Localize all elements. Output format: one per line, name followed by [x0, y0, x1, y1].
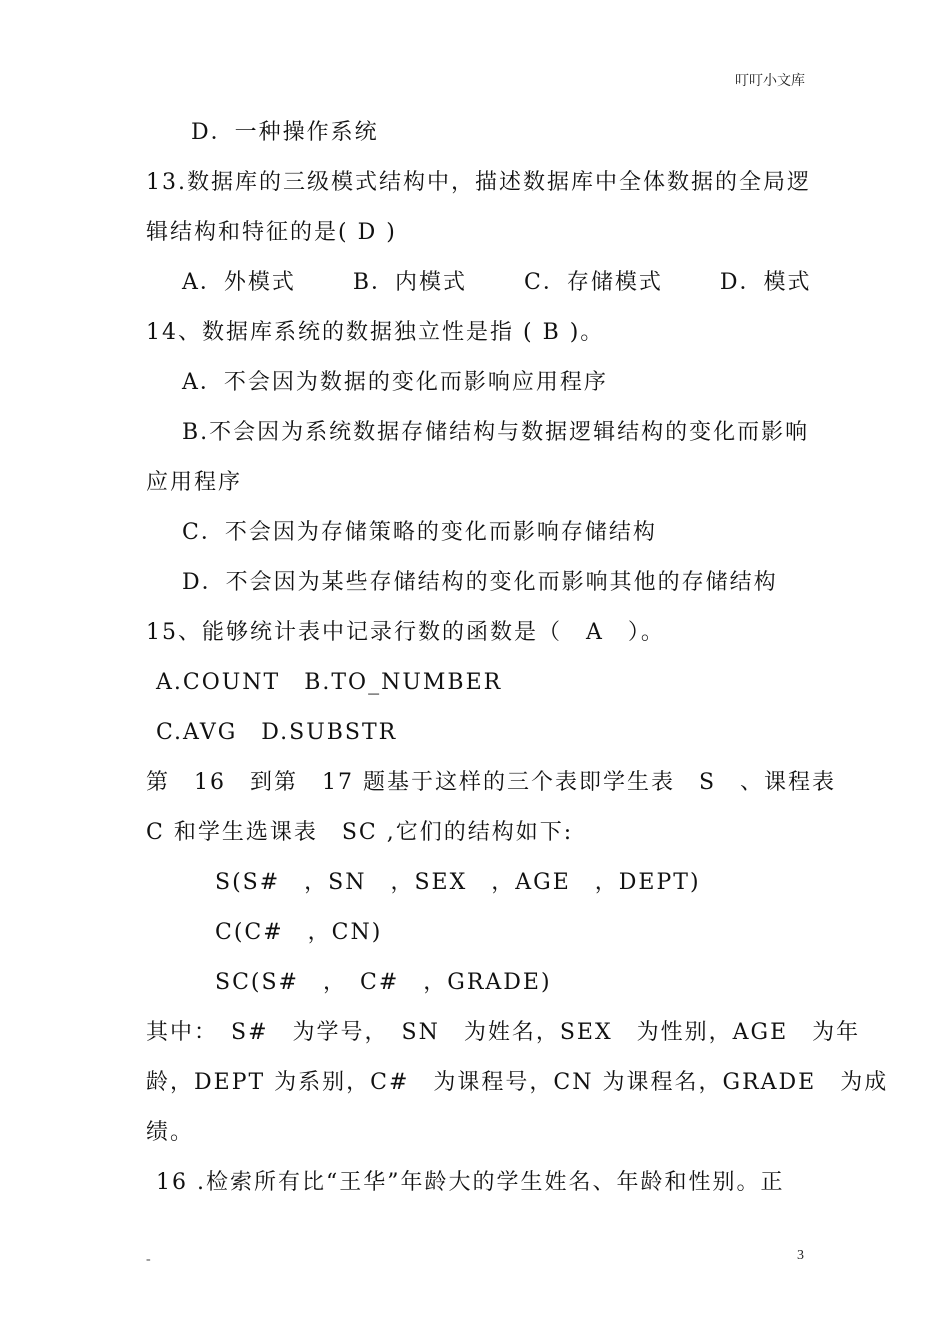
questions-16-17-intro-line-2: C 和学生选课表 SC ,它们的结构如下: — [146, 820, 574, 845]
question-14-option-a: A．不会因为数据的变化而影响应用程序 — [182, 370, 608, 395]
field-definitions-line-3: 绩。 — [146, 1120, 195, 1145]
question-15-options-ab: A.COUNT B.TO_NUMBER — [156, 670, 503, 695]
questions-16-17-intro-line-1: 第 16 到第 17 题基于这样的三个表即学生表 S 、课程表 — [146, 770, 837, 795]
option-d-line: D．一种操作系统 — [191, 120, 379, 145]
page-header: 叮叮小文库 — [735, 73, 805, 89]
field-definitions-line-1: 其中： S# 为学号， SN 为姓名，SEX 为性别，AGE 为年 — [146, 1020, 861, 1045]
question-14-line: 14、数据库系统的数据独立性是指 ( B )。 — [146, 320, 605, 345]
question-14-option-b-line-2: 应用程序 — [146, 470, 243, 495]
question-14-option-b-line-1: B.不会因为系统数据存储结构与数据逻辑结构的变化而影响 — [182, 420, 810, 445]
schema-c: C(C# ，CN) — [215, 920, 383, 945]
field-definitions-line-2: 龄，DEPT 为系别，C# 为课程号，CN 为课程名，GRADE 为成 — [146, 1070, 889, 1095]
question-13-line-2: 辑结构和特征的是( D ) — [146, 220, 397, 245]
page-number: 3 — [797, 1248, 804, 1263]
question-16-line: 16 .检索所有比“王华”年龄大的学生姓名、年龄和性别。正 — [156, 1170, 785, 1195]
schema-sc: SC(S# ， C# ，GRADE) — [215, 970, 552, 995]
question-14-option-c: C．不会因为存储策略的变化而影响存储结构 — [182, 520, 657, 545]
question-15-options-cd: C.AVG D.SUBSTR — [156, 720, 398, 745]
footer-dash: - — [146, 1252, 151, 1267]
question-14-option-d: D．不会因为某些存储结构的变化而影响其他的存储结构 — [182, 570, 778, 595]
question-13-line-1: 13.数据库的三级模式结构中，描述数据库中全体数据的全局逻 — [146, 170, 811, 195]
question-15-line: 15、能够统计表中记录行数的函数是（ A ）。 — [146, 620, 665, 645]
question-13-options: A．外模式 B．内模式 C．存储模式 D．模式 — [182, 270, 812, 295]
schema-s: S(S# ，SN ，SEX ，AGE ，DEPT) — [215, 870, 701, 895]
